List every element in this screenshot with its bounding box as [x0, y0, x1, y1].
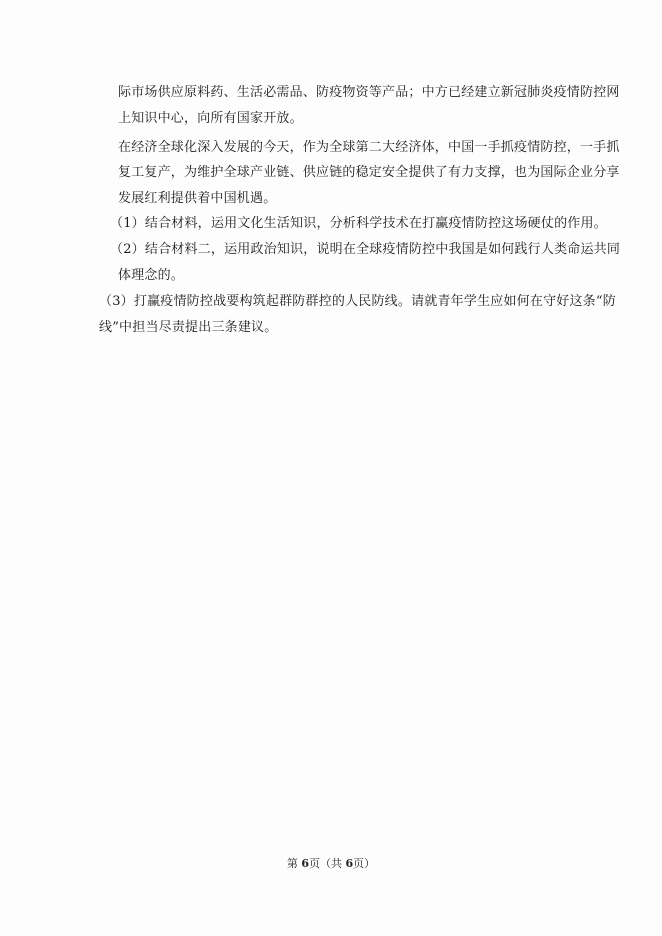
footer-page-number: 6	[301, 857, 309, 870]
paragraph-2-line-1: 在经济全球化深入发展的今天，作为全球第二大经济体，中国一手抓疫情防控，一手抓	[118, 140, 620, 155]
question-2-line-2: 体理念的。	[118, 268, 185, 283]
question-2-line-1: （2）结合材料二，运用政治知识，说明在全球疫情防控中我国是如何践行人类命运共同	[110, 242, 621, 257]
paragraph-2-line-2: 复工复产，为维护全球产业链、供应链的稳定安全提供了有力支撑，也为国际企业分享	[118, 165, 620, 180]
paragraph-1-line-1: 际市场供应原料药、生活必需品、防疫物资等产品；中方已经建立新冠肺炎疫情防控网	[118, 85, 620, 100]
question-1: （1）结合材料，运用文化生活知识，分析科学技术在打赢疫情防控这场硬仗的作用。	[110, 216, 607, 231]
paragraph-2-line-3: 发展红利提供着中国机遇。	[118, 191, 277, 206]
footer-prefix: 第	[286, 857, 302, 870]
footer-mid: 页（共	[309, 857, 346, 870]
question-3-line-2: 线”中担当尽责提出三条建议。	[99, 320, 278, 335]
paragraph-1-line-2: 上知识中心，向所有国家开放。	[118, 111, 303, 126]
page-footer	[0, 857, 662, 871]
footer-suffix: 页）	[353, 857, 376, 870]
footer-total-pages: 6	[345, 857, 354, 870]
question-3-line-1: （3）打赢疫情防控战要构筑起群防群控的人民防线。请就青年学生应如何在守好这条“防	[99, 294, 616, 309]
